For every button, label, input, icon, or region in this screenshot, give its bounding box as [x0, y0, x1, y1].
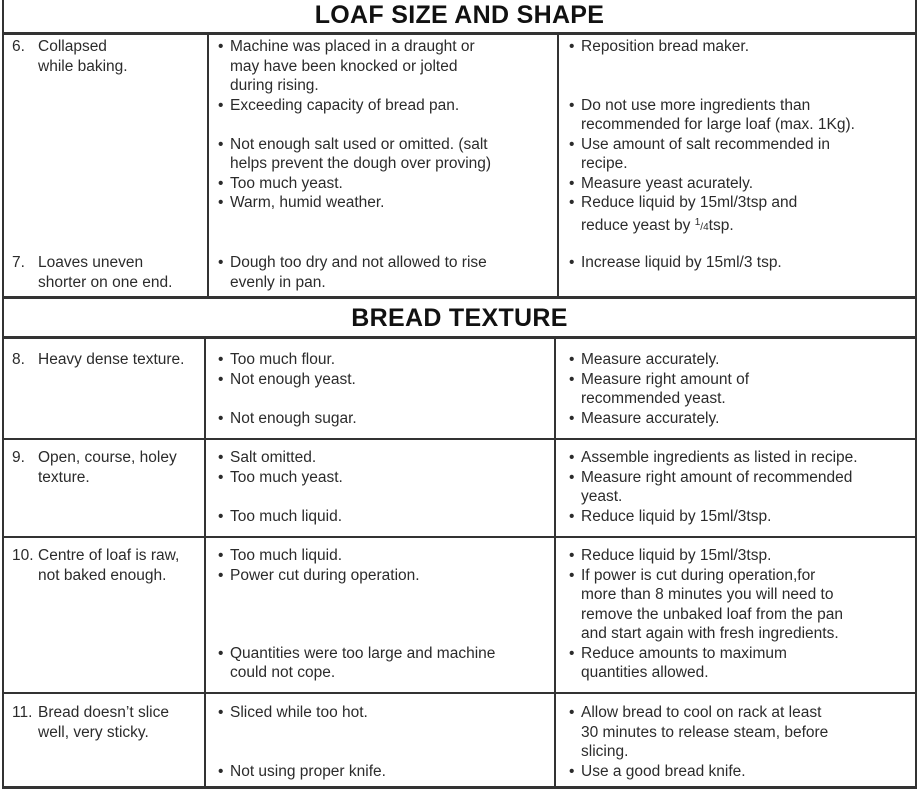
cause-item: • Too much liquid. — [218, 507, 548, 527]
remedies-7 — [569, 253, 914, 273]
section-title-bread-texture: BREAD TEXTURE — [351, 304, 568, 332]
cause-item: • Power cut during operation. — [218, 566, 548, 586]
remedy-item: • Measure accurately. — [569, 409, 914, 429]
remedy-item: • Use a good bread knife. — [569, 762, 914, 782]
row-number: 10. — [12, 547, 34, 564]
causes-9 — [218, 448, 548, 526]
row-divider — [4, 438, 915, 440]
remedies-11 — [569, 703, 914, 781]
column-divider — [207, 34, 209, 297]
remedy-item: • Reposition bread maker. — [569, 37, 914, 57]
cause-item: • Exceeding capacity of bread pan. — [218, 96, 553, 116]
cause-item: • Not enough yeast. — [218, 370, 548, 390]
causes-6 — [218, 37, 553, 213]
problem-text: Centre of loaf is raw, — [38, 547, 180, 564]
causes-11 — [218, 703, 548, 781]
row-number: 6. — [12, 38, 25, 55]
divider — [4, 296, 915, 299]
cause-item: • Machine was placed in a draught or may have been knocked or jolted during rising. — [218, 37, 553, 96]
cause-item: • Too much flour. — [218, 350, 548, 370]
cause-item: • Too much yeast. — [218, 468, 548, 488]
cause-item: • Too much liquid. — [218, 546, 548, 566]
remedy-item: • Assemble ingredients as listed in recipe. — [569, 448, 914, 468]
cause-item: • Dough too dry and not allowed to rise evenly in pan. — [218, 253, 553, 292]
problem-text: Collapsed — [38, 38, 107, 55]
cause-item: • Salt omitted. — [218, 448, 548, 468]
problem-text: Open, course, holey — [38, 449, 177, 466]
cause-item: • Warm, humid weather. — [218, 193, 553, 213]
column-divider — [554, 338, 556, 788]
remedies-8 — [569, 350, 914, 428]
problem-text: well, very sticky. — [38, 723, 149, 741]
troubleshooting-table — [2, 0, 917, 789]
row-number: 9. — [12, 449, 25, 466]
divider — [4, 32, 915, 35]
remedies-10 — [569, 546, 914, 683]
row-divider — [4, 692, 915, 694]
remedy-item: • Reduce liquid by 15ml/3tsp. — [569, 507, 914, 527]
remedy-item: • If power is cut during operation,for more than 8 minutes you will need to remove the unbaked loaf from the pan and start again with fresh ingredients. — [569, 566, 914, 644]
problem-text: texture. — [38, 468, 90, 486]
problem-text: Bread doesn’t slice — [38, 704, 169, 721]
problem-text: Loaves uneven — [38, 254, 144, 271]
remedy-item: • Allow bread to cool on rack at least 30 minutes to release steam, before slicing. — [569, 703, 914, 762]
remedy-item: • Measure right amount of recommended yeast. — [569, 468, 914, 507]
cause-item: • Quantities were too large and machine could not cope. — [218, 644, 548, 683]
remedies-9 — [569, 448, 914, 526]
cause-item: • Sliced while too hot. — [218, 703, 548, 723]
causes-8 — [218, 350, 548, 428]
causes-10 — [218, 546, 548, 683]
divider — [4, 336, 915, 339]
section-title-loaf-size-and-shape: LOAF SIZE AND SHAPE — [314, 1, 605, 29]
remedy-item: • Measure accurately. — [569, 350, 914, 370]
problem-9 — [12, 448, 202, 487]
cause-item: • Not enough salt used or omitted. (salt helps prevent the dough over proving) — [218, 135, 553, 174]
problem-7 — [12, 253, 202, 292]
cause-item: • Not enough sugar. — [218, 409, 548, 429]
problem-8 — [12, 350, 202, 370]
problem-11 — [12, 703, 202, 742]
causes-7 — [218, 253, 553, 292]
problem-6 — [12, 37, 202, 76]
remedy-item: • Reduce amounts to maximum quantities allowed. — [569, 644, 914, 683]
row-number: 11. — [12, 704, 33, 721]
problem-10 — [12, 546, 202, 585]
row-number: 8. — [12, 351, 25, 368]
remedy-item: • Measure right amount of recommended yeast. — [569, 370, 914, 409]
remedy-item: • Do not use more ingredients than recommended for large loaf (max. 1Kg). — [569, 96, 914, 135]
remedy-item: • Increase liquid by 15ml/3 tsp. — [569, 253, 914, 273]
remedy-item: • Measure yeast acurately. — [569, 174, 914, 194]
problem-text: Heavy dense texture. — [38, 351, 185, 368]
remedy-item: • Use amount of salt recommended in recipe. — [569, 135, 914, 174]
remedy-item: • Reduce liquid by 15ml/3tsp. — [569, 546, 914, 566]
column-divider — [204, 338, 206, 788]
remedies-6 — [569, 37, 914, 237]
problem-text: not baked enough. — [38, 566, 167, 584]
column-divider — [557, 34, 559, 297]
remedy-item: • Reduce liquid by 15ml/3tsp and reduce yeast by $^1$/4tsp. — [569, 193, 914, 237]
cause-item: • Too much yeast. — [218, 174, 553, 194]
row-divider — [4, 536, 915, 538]
row-number: 7. — [12, 254, 25, 271]
cause-item: • Not using proper knife. — [218, 762, 548, 782]
problem-text: while baking. — [38, 57, 128, 75]
problem-text: shorter on one end. — [38, 273, 173, 291]
